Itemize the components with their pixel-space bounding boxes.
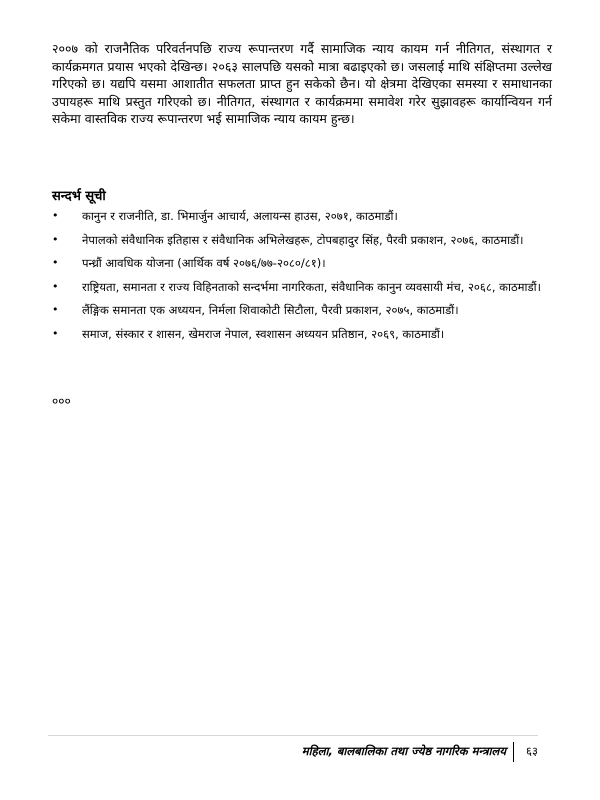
list-item — [52, 232, 552, 249]
reference-text: समाज, संस्कार र शासन, खेमराज नेपाल, स्वशासन अध्ययन प्रतिष्ठान, २०६९, काठमाडौं। — [82, 326, 445, 341]
reference-text: राष्ट्रियता, समानता र राज्य विहिनताको सन्दर्भमा नागरिकता, संवैधानिक कानुन व्यवसायी मंच, २०६८, काठमाडौं। — [82, 279, 542, 294]
bullet-icon: • — [52, 279, 59, 293]
footer-separator — [513, 742, 514, 762]
body-paragraph: २००७ को राजनैतिक परिवर्तनपछि राज्य रूपान्तरण गर्दै सामाजिक न्याय कायम गर्न नीतिगत, संस्थागत र कार्यक्रमगत प्रयास भएको देखिन्छ। २०६३ सालपछि यसको मात्रा बढाइएको छ। जसलाई माथि संक्षिप्तमा उल्लेख गरिएको छ। यद्यपि यसमा आशातीत सफलता प्राप्त हुन सकेको छैन। यो क्षेत्रमा देखिएका समस्या र समाधानका उपायहरू माथि प्रस्तुत गरिएको छ। नीतिगत, संस्थागत र कार्यक्रममा समावेश गरेर सुझावहरू कार्यान्वियन गर्न सकेमा वास्तविक राज्य रूपान्तरण भई सामाजिक न्याय कायम हुन्छ। — [52, 41, 552, 127]
bullet-icon: • — [52, 326, 59, 340]
references-heading: सन्दर्भ सूची — [52, 189, 106, 204]
page-footer — [48, 744, 538, 764]
footer-ministry-title: महिला, बालबालिका तथा ज्येष्ठ नागरिक मन्त्रालय — [301, 744, 506, 758]
reference-text: कानुन र राजनीति, डा. भिमार्जुन आचार्य, अलायन्स हाउस, २०७१, काठमाडौं। — [82, 209, 398, 223]
reference-text: नेपालको संवैधानिक इतिहास र संवैधानिक अभिलेखहरू, टोपबहादुर सिंह, पैरवी प्रकाशन, २०७६, काठमाडौं। — [82, 232, 524, 247]
footer-divider — [48, 735, 538, 736]
page-number: ६३ — [526, 744, 538, 758]
references-list — [52, 208, 552, 349]
list-item — [52, 279, 552, 296]
list-item — [52, 302, 552, 319]
list-item — [52, 326, 552, 343]
bullet-icon: • — [52, 256, 59, 269]
reference-text: लैंङ्गिक समानता एक अध्ययन, निर्मला शिवाकोटी सिटौला, पैरवी प्रकाशन, २०७५, काठमाडौं। — [82, 303, 459, 317]
bullet-icon: • — [52, 303, 59, 316]
reference-text: पन्ध्रौं आवधिक योजना (आर्थिक वर्ष २०७६/७७-२०८०/८१)। — [82, 256, 326, 270]
bullet-icon: • — [52, 232, 59, 246]
list-item — [52, 255, 552, 272]
bullet-icon: • — [52, 209, 59, 222]
end-mark: ००० — [52, 394, 71, 408]
list-item — [52, 208, 552, 225]
